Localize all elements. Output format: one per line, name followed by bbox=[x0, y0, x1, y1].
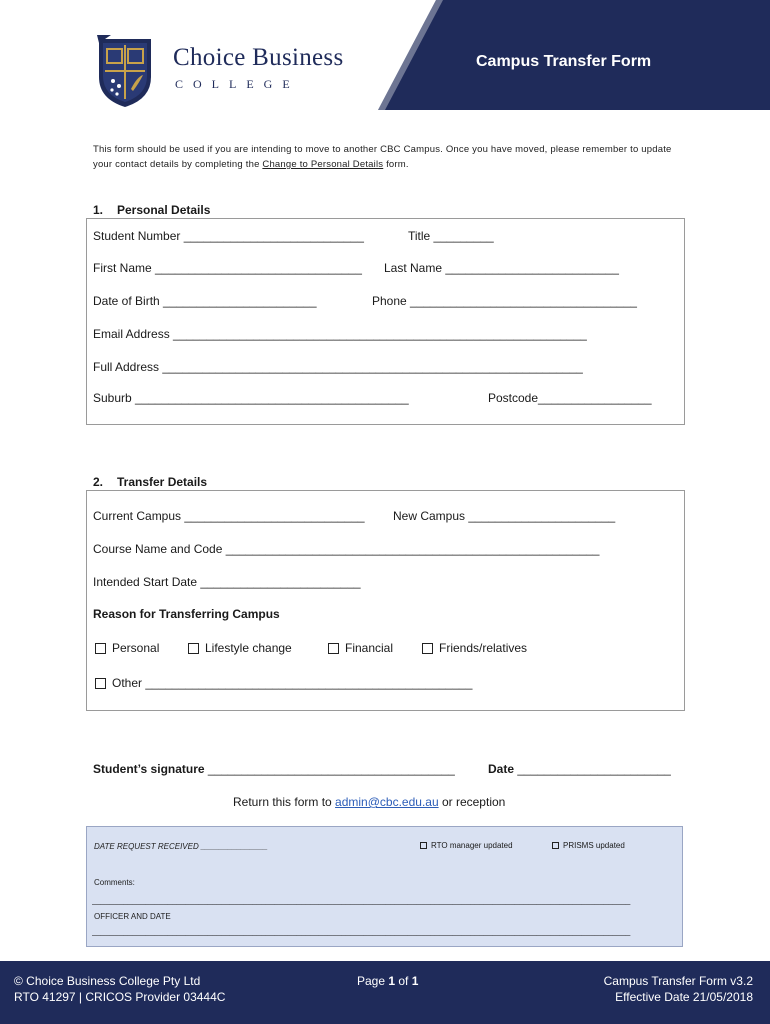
full-address-field[interactable]: Full Address _______________________________________________________________ bbox=[93, 360, 583, 374]
intro-text-after: form. bbox=[383, 159, 409, 170]
section-transfer-details-heading bbox=[93, 475, 207, 489]
return-instructions bbox=[233, 795, 505, 809]
checkbox-icon bbox=[95, 678, 106, 689]
page-current: 1 bbox=[388, 974, 396, 988]
reason-other-checkbox[interactable] bbox=[95, 676, 472, 690]
form-title: Campus Transfer Form bbox=[476, 53, 652, 70]
footer-copyright: © Choice Business College Pty Ltd bbox=[14, 974, 201, 988]
return-suffix: or reception bbox=[438, 795, 506, 809]
first-name-field[interactable]: First Name _______________________________ bbox=[93, 261, 362, 275]
section-number: 1. bbox=[93, 203, 104, 217]
reason-heading: Reason for Transferring Campus bbox=[93, 607, 280, 621]
page-of: of bbox=[395, 974, 412, 988]
section-title: Transfer Details bbox=[117, 475, 208, 489]
checkbox-label: RTO manager updated bbox=[431, 841, 513, 850]
reason-friends-checkbox[interactable] bbox=[422, 641, 527, 655]
student-number-field[interactable]: Student Number ___________________________ bbox=[93, 229, 364, 243]
other-field[interactable]: Other _________________________________________________ bbox=[112, 676, 473, 690]
reason-lifestyle-checkbox[interactable] bbox=[188, 641, 292, 655]
checkbox-label: Friends/relatives bbox=[439, 641, 528, 655]
intro-text-before: This form should be used if you are intending to move to another CBC Campus. Once you have moved, please remember to update your contact details by completing the bbox=[93, 144, 672, 170]
office-use-box bbox=[86, 826, 683, 947]
footer bbox=[0, 961, 770, 1024]
checkbox-label: PRISMS updated bbox=[563, 841, 625, 850]
brand-name: Choice Business bbox=[173, 44, 344, 71]
checkbox-icon bbox=[420, 842, 427, 849]
checkbox-icon bbox=[95, 643, 106, 654]
last-name-field[interactable]: Last Name __________________________ bbox=[384, 261, 619, 275]
header bbox=[0, 0, 770, 112]
reason-personal-checkbox[interactable] bbox=[95, 641, 159, 655]
date-line: _______________________ bbox=[514, 762, 671, 776]
officer-line[interactable]: _________________________________________________________________________________________________________________________ bbox=[92, 927, 631, 936]
return-prefix: Return this form to bbox=[233, 795, 336, 809]
footer-page-number bbox=[357, 974, 418, 988]
email-address-field[interactable]: Email Address ______________________________________________________________ bbox=[93, 327, 587, 341]
checkbox-icon bbox=[552, 842, 559, 849]
new-campus-field[interactable]: New Campus ______________________ bbox=[393, 509, 616, 523]
prisms-updated-checkbox[interactable] bbox=[552, 841, 625, 850]
checkbox-label: Lifestyle change bbox=[205, 641, 292, 655]
change-personal-details-link[interactable]: Change to Personal Details bbox=[262, 159, 384, 170]
section-title: Personal Details bbox=[117, 203, 211, 217]
footer-rto: RTO 41297 | CRICOS Provider 03444C bbox=[14, 990, 226, 1004]
date-request-received-field[interactable]: DATE REQUEST RECEIVED _______________ bbox=[94, 842, 268, 851]
reason-financial-checkbox[interactable] bbox=[328, 641, 393, 655]
suburb-field[interactable]: Suburb _________________________________________ bbox=[93, 391, 409, 405]
checkbox-icon bbox=[328, 643, 339, 654]
current-campus-field[interactable]: Current Campus ___________________________ bbox=[93, 509, 365, 523]
footer-form-version: Campus Transfer Form v3.2 bbox=[603, 974, 753, 988]
signature-line: _____________________________________ bbox=[204, 762, 455, 776]
date-of-birth-field[interactable]: Date of Birth _______________________ bbox=[93, 294, 317, 308]
signature-field[interactable] bbox=[93, 762, 455, 776]
comments-label: Comments: bbox=[94, 878, 135, 887]
college-crest-icon bbox=[95, 33, 155, 109]
footer-effective-date: Effective Date 21/05/2018 bbox=[615, 990, 753, 1004]
page-prefix: Page bbox=[357, 974, 389, 988]
postcode-field[interactable]: Postcode_________________ bbox=[488, 391, 652, 405]
section-personal-details-heading bbox=[93, 203, 210, 217]
signature-label: Student’s signature bbox=[93, 762, 205, 776]
page-total: 1 bbox=[411, 974, 419, 988]
admin-email-link[interactable]: admin@cbc.edu.au bbox=[335, 795, 439, 809]
intended-start-date-field[interactable]: Intended Start Date ________________________ bbox=[93, 575, 361, 589]
checkbox-icon bbox=[188, 643, 199, 654]
officer-and-date-label: OFFICER AND DATE bbox=[94, 912, 171, 921]
checkbox-icon bbox=[422, 643, 433, 654]
signature-date-field[interactable] bbox=[488, 762, 671, 776]
comments-line[interactable]: _________________________________________________________________________________________________________________________ bbox=[92, 896, 631, 905]
course-name-code-field[interactable]: Course Name and Code ________________________________________________________ bbox=[93, 542, 600, 556]
rto-manager-updated-checkbox[interactable] bbox=[420, 841, 513, 850]
checkbox-label: Financial bbox=[345, 641, 394, 655]
section-number: 2. bbox=[93, 475, 104, 489]
brand-subtitle: COLLEGE bbox=[175, 77, 300, 91]
intro-text bbox=[93, 142, 693, 172]
date-label: Date bbox=[488, 762, 515, 776]
phone-field[interactable]: Phone __________________________________ bbox=[372, 294, 637, 308]
title-field[interactable]: Title _________ bbox=[408, 229, 494, 243]
checkbox-label: Personal bbox=[112, 641, 160, 655]
